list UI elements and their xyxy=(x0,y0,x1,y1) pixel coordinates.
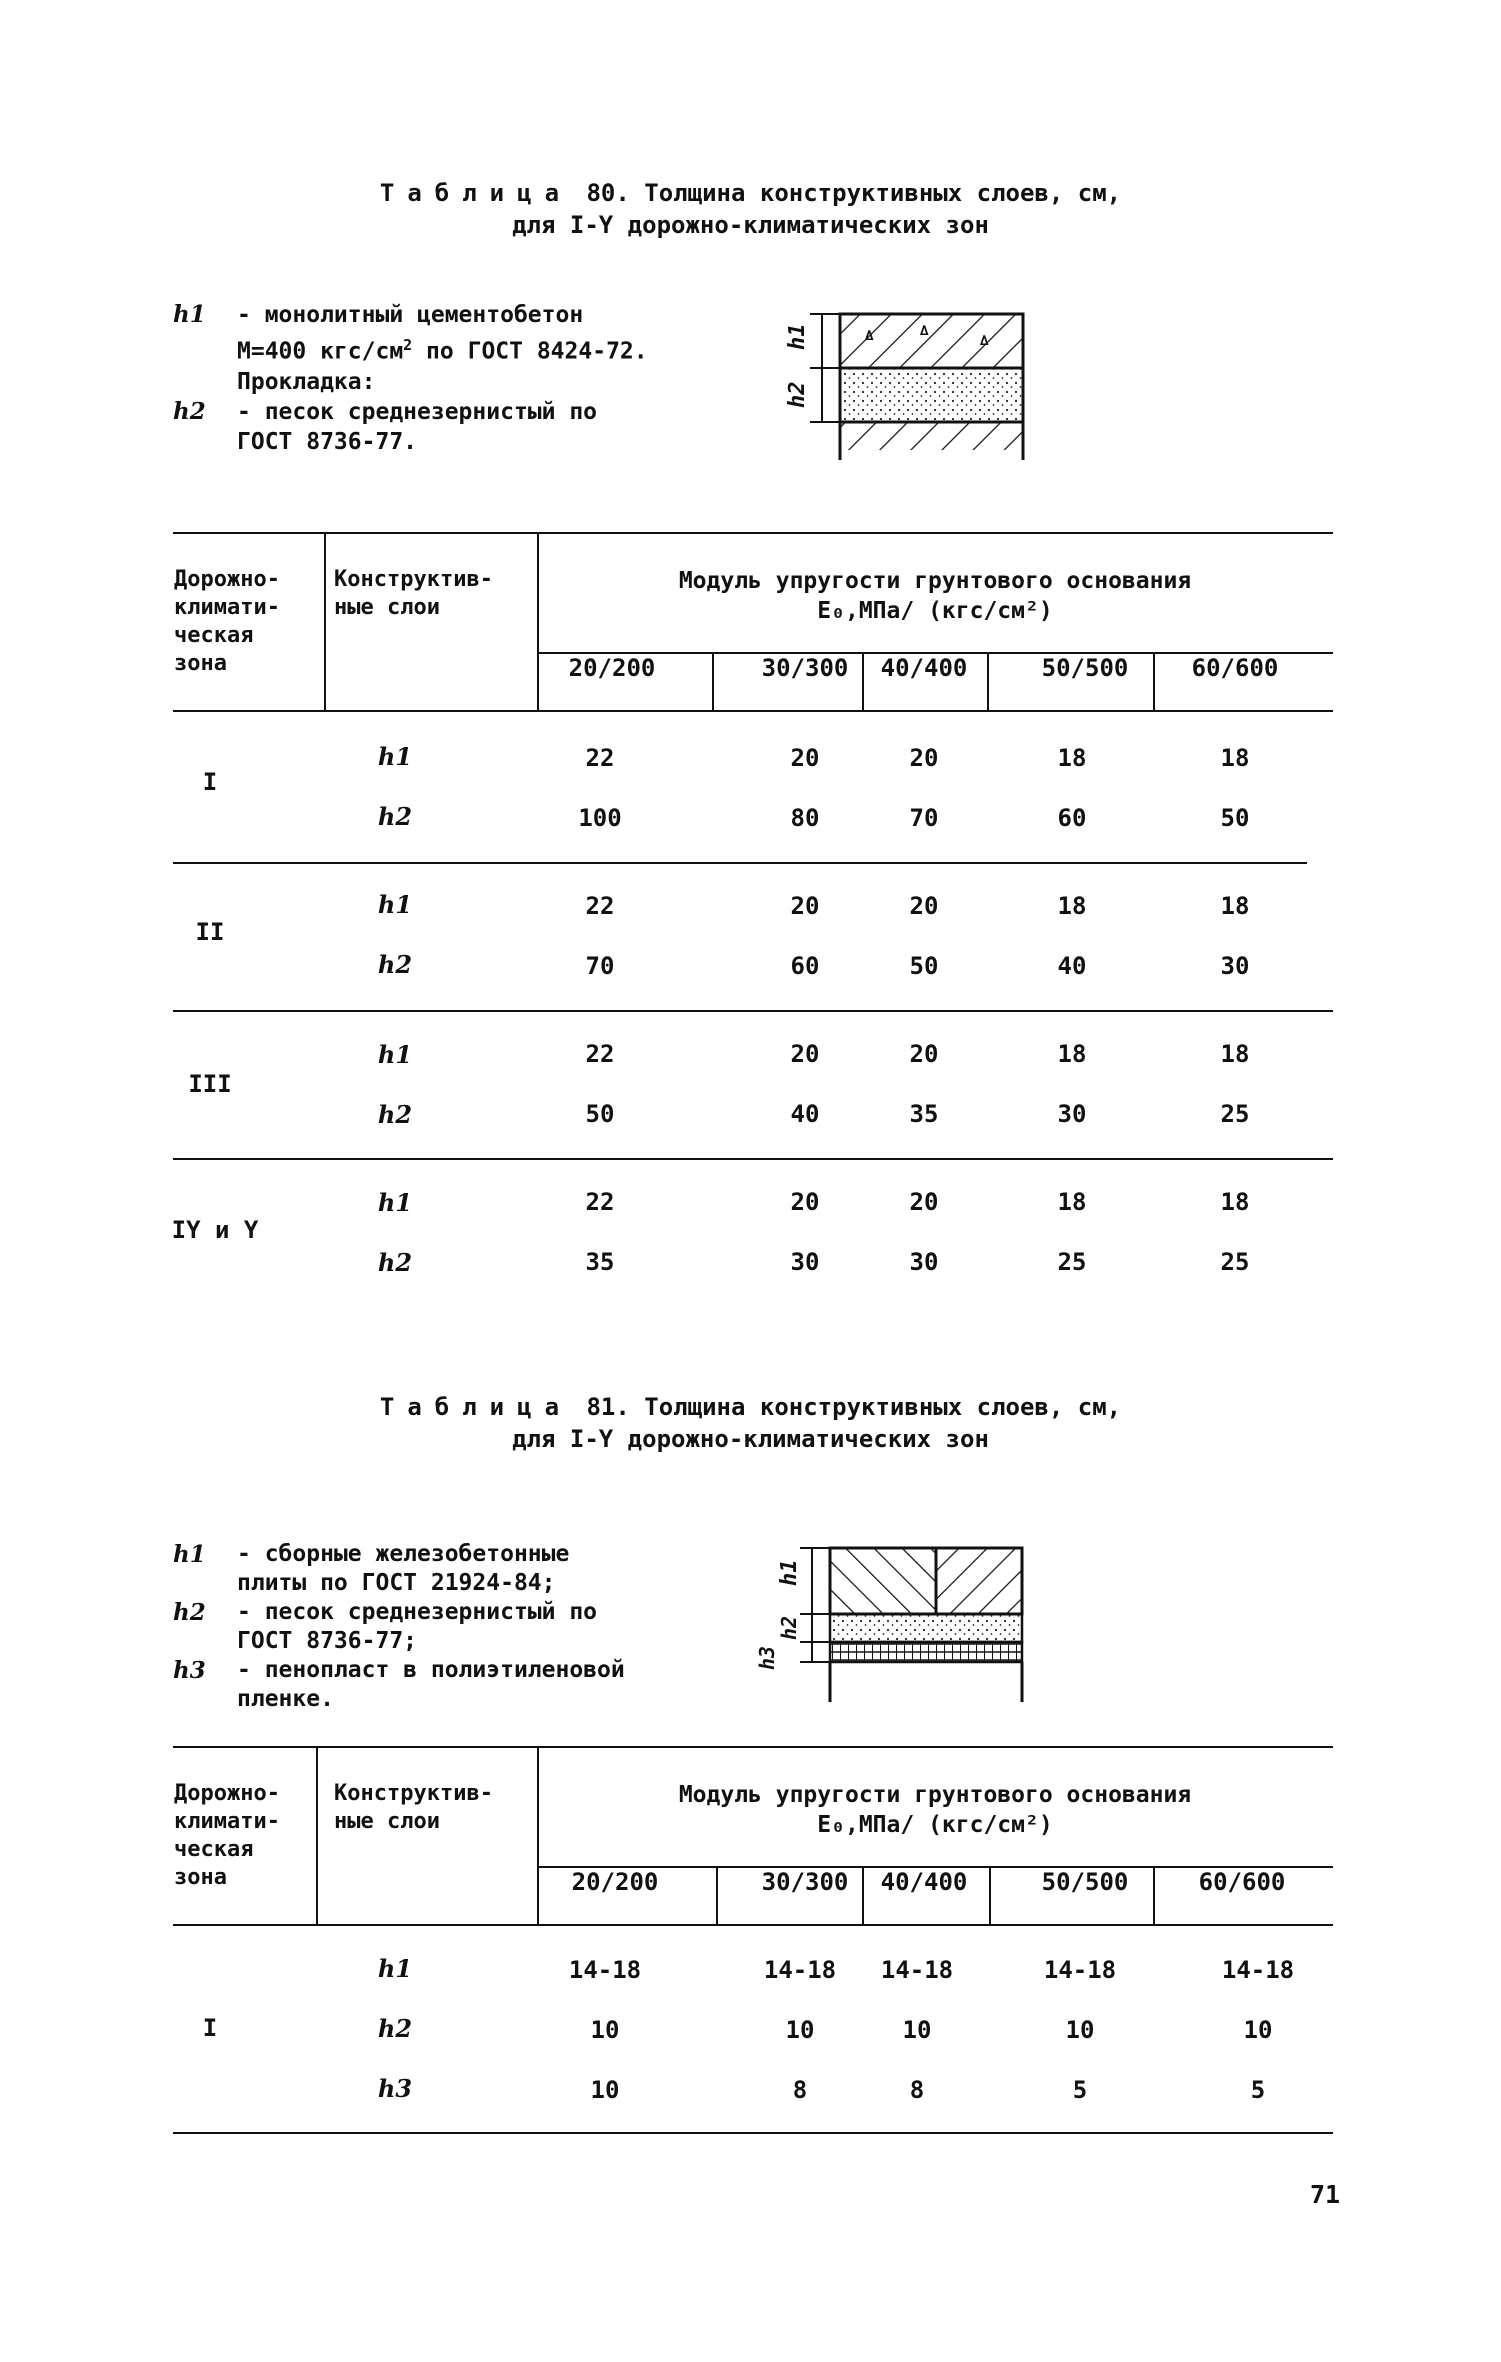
layer-symbol: h2 xyxy=(377,802,413,831)
table80-header-zone xyxy=(174,566,280,678)
table81-header-modulus xyxy=(537,1780,1333,1840)
diagram81-label-h1: h1 xyxy=(777,1559,802,1586)
zone-label: III xyxy=(188,1070,232,1098)
header-modulus-line1: Модуль упругости грунтового основания xyxy=(678,1782,1192,1808)
table-cell: 22 xyxy=(585,892,615,920)
table-cell: 18 xyxy=(1057,744,1087,772)
table-cell: 40 xyxy=(790,1100,820,1128)
legend-h2-symbol: h2 xyxy=(173,1599,206,1626)
legend-h2-text2: ГОСТ 8736-77. xyxy=(237,428,418,455)
table-cell: 14-18 xyxy=(568,1956,642,1984)
table-cell: 70 xyxy=(909,804,939,832)
header-modulus-line2: E₀,МПа/ (кгс/см²) xyxy=(817,598,1053,624)
col-header: 60/600 xyxy=(1191,654,1279,682)
table-cell: 20 xyxy=(909,1188,939,1216)
table-cell: 5 xyxy=(1072,2076,1088,2104)
legend-h2-symbol: h2 xyxy=(173,397,206,425)
zone-label: II xyxy=(195,918,225,946)
zone-label: IY и Y xyxy=(171,1216,259,1244)
table-cell: 30 xyxy=(909,1248,939,1276)
table81-header-zone xyxy=(174,1780,280,1892)
table81-caption-rest: 81. Толщина конструктивных слоев, см, xyxy=(586,1393,1122,1421)
layer-symbol: h2 xyxy=(377,2014,413,2043)
legend-h3-symbol: h3 xyxy=(173,1657,206,1684)
col-header: 50/500 xyxy=(1041,654,1129,682)
table-cell: 18 xyxy=(1220,1040,1250,1068)
table-cell: 100 xyxy=(578,804,622,832)
table-cell: 20 xyxy=(790,744,820,772)
col-header: 40/400 xyxy=(880,654,968,682)
header-layers-line: Конструктив- xyxy=(334,1781,493,1806)
header-zone-line: климати- xyxy=(174,595,280,620)
header-zone-line: климати- xyxy=(174,1809,280,1834)
table81-caption-word: Таблица xyxy=(379,1393,573,1421)
table-cell: 18 xyxy=(1057,1040,1087,1068)
table80-caption-line2: для I-Y дорожно-климатических зон xyxy=(512,211,989,239)
table-cell: 18 xyxy=(1057,1188,1087,1216)
table-cell: 14-18 xyxy=(763,1956,837,1984)
table-cell: 22 xyxy=(585,1188,615,1216)
legend-h1-symbol: h1 xyxy=(173,1541,206,1568)
layer-symbol: h3 xyxy=(377,2074,413,2103)
diagram80-label-h1: h1 xyxy=(785,323,810,350)
table80-caption-rest: 80. Толщина конструктивных слоев, см, xyxy=(586,179,1122,207)
svg-text:∆: ∆ xyxy=(980,333,989,349)
table81-caption-line2: для I-Y дорожно-климатических зон xyxy=(512,1425,989,1453)
table81-caption xyxy=(0,1392,1501,1423)
layer-symbol: h1 xyxy=(377,1954,413,1983)
table-cell: 20 xyxy=(790,1188,820,1216)
legend-h2-text: - песок среднезернистый по xyxy=(237,1599,598,1625)
table-cell: 8 xyxy=(909,2076,925,2104)
table-cell: 18 xyxy=(1220,1188,1250,1216)
table-cell: 60 xyxy=(790,952,820,980)
zone-label: I xyxy=(202,2014,218,2042)
table-cell: 10 xyxy=(902,2016,932,2044)
table-cell: 10 xyxy=(1065,2016,1095,2044)
table-cell: 20 xyxy=(790,1040,820,1068)
col-header: 30/300 xyxy=(761,654,849,682)
header-modulus-line2: E₀,МПа/ (кгс/см²) xyxy=(817,1812,1053,1838)
table-cell: 10 xyxy=(590,2076,620,2104)
table81-header-layers xyxy=(334,1780,493,1836)
table-cell: 10 xyxy=(785,2016,815,2044)
legend-sublabel: Прокладка: xyxy=(237,368,376,395)
layer-symbol: h2 xyxy=(377,1100,413,1129)
table81-legend xyxy=(173,1540,733,1714)
table80-header-layers xyxy=(334,566,493,622)
header-layers-line: ные слои xyxy=(334,1809,440,1834)
legend-h1-text3: по ГОСТ 8424-72. xyxy=(412,338,648,365)
header-zone-line: Дорожно- xyxy=(174,1781,280,1806)
table-cell: 10 xyxy=(1243,2016,1273,2044)
table-cell: 18 xyxy=(1220,892,1250,920)
layer-symbol: h1 xyxy=(377,1040,413,1069)
table-cell: 14-18 xyxy=(880,1956,954,1984)
table-cell: 18 xyxy=(1057,892,1087,920)
table-cell: 5 xyxy=(1250,2076,1266,2104)
legend-h1-text: - монолитный цементобетон xyxy=(237,302,584,328)
table-cell: 70 xyxy=(585,952,615,980)
zone-label: I xyxy=(202,768,218,796)
legend-h1-sup: 2 xyxy=(403,336,413,354)
legend-h1-text2: плиты по ГОСТ 21924-84; xyxy=(237,1570,556,1596)
layer-symbol: h1 xyxy=(377,890,413,919)
table-cell: 35 xyxy=(909,1100,939,1128)
header-zone-line: зона xyxy=(174,651,227,676)
legend-h1-text2: М=400 кгс/см xyxy=(237,338,404,365)
diagram80-label-h2: h2 xyxy=(785,381,810,408)
header-modulus-line1: Модуль упругости грунтового основания xyxy=(678,568,1192,594)
table80-legend xyxy=(173,300,733,457)
layer-symbol: h1 xyxy=(377,1188,413,1217)
col-header: 20/200 xyxy=(568,654,656,682)
layer-symbol: h2 xyxy=(377,1248,413,1277)
table-cell: 18 xyxy=(1220,744,1250,772)
svg-text:∆: ∆ xyxy=(865,328,874,344)
table-cell: 50 xyxy=(909,952,939,980)
table-cell: 20 xyxy=(790,892,820,920)
table-cell: 22 xyxy=(585,744,615,772)
layer-symbol: h2 xyxy=(377,950,413,979)
table80-caption-word: Таблица xyxy=(379,179,573,207)
table-cell: 50 xyxy=(585,1100,615,1128)
page-number: 71 xyxy=(1310,2180,1341,2209)
col-header: 40/400 xyxy=(880,1868,968,1896)
table-cell: 80 xyxy=(790,804,820,832)
svg-text:∆: ∆ xyxy=(920,323,929,339)
table-cell: 8 xyxy=(792,2076,808,2104)
table-cell: 35 xyxy=(585,1248,615,1276)
header-zone-line: Дорожно- xyxy=(174,567,280,592)
table-cell: 30 xyxy=(1220,952,1250,980)
diagram81-label-h2: h2 xyxy=(777,1615,801,1640)
legend-h3-text2: пленке. xyxy=(237,1686,334,1712)
legend-h1-symbol: h1 xyxy=(173,301,206,328)
col-header: 30/300 xyxy=(761,1868,849,1896)
table-cell: 40 xyxy=(1057,952,1087,980)
table-cell: 30 xyxy=(1057,1100,1087,1128)
table-cell: 10 xyxy=(590,2016,620,2044)
table-cell: 25 xyxy=(1220,1100,1250,1128)
table80-layer-diagram xyxy=(780,300,1060,470)
table-cell: 20 xyxy=(909,892,939,920)
layer-symbol: h1 xyxy=(377,742,413,771)
col-header: 50/500 xyxy=(1041,1868,1129,1896)
legend-h2-text: - песок среднезернистый по xyxy=(237,398,598,425)
legend-h2-text2: ГОСТ 8736-77; xyxy=(237,1628,418,1654)
table-cell: 25 xyxy=(1220,1248,1250,1276)
col-header: 60/600 xyxy=(1198,1868,1286,1896)
table-cell: 30 xyxy=(790,1248,820,1276)
table-cell: 20 xyxy=(909,744,939,772)
table80-header-modulus xyxy=(537,566,1333,626)
header-layers-line: ные слои xyxy=(334,595,440,620)
table-cell: 25 xyxy=(1057,1248,1087,1276)
table-cell: 50 xyxy=(1220,804,1250,832)
table-cell: 20 xyxy=(909,1040,939,1068)
col-header: 20/200 xyxy=(571,1868,659,1896)
table80-caption xyxy=(0,178,1501,209)
table-cell: 22 xyxy=(585,1040,615,1068)
diagram81-label-h3: h3 xyxy=(755,1645,779,1670)
table-cell: 14-18 xyxy=(1043,1956,1117,1984)
header-zone-line: ческая xyxy=(174,1837,254,1862)
header-zone-line: зона xyxy=(174,1865,227,1890)
table-cell: 60 xyxy=(1057,804,1087,832)
header-zone-line: ческая xyxy=(174,623,254,648)
header-layers-line: Конструктив- xyxy=(334,567,493,592)
legend-h3-text: - пенопласт в полиэтиленовой xyxy=(237,1657,625,1683)
legend-h1-text: - сборные железобетонные xyxy=(237,1541,570,1567)
table-cell: 14-18 xyxy=(1221,1956,1295,1984)
table81-layer-diagram xyxy=(755,1520,1060,1710)
